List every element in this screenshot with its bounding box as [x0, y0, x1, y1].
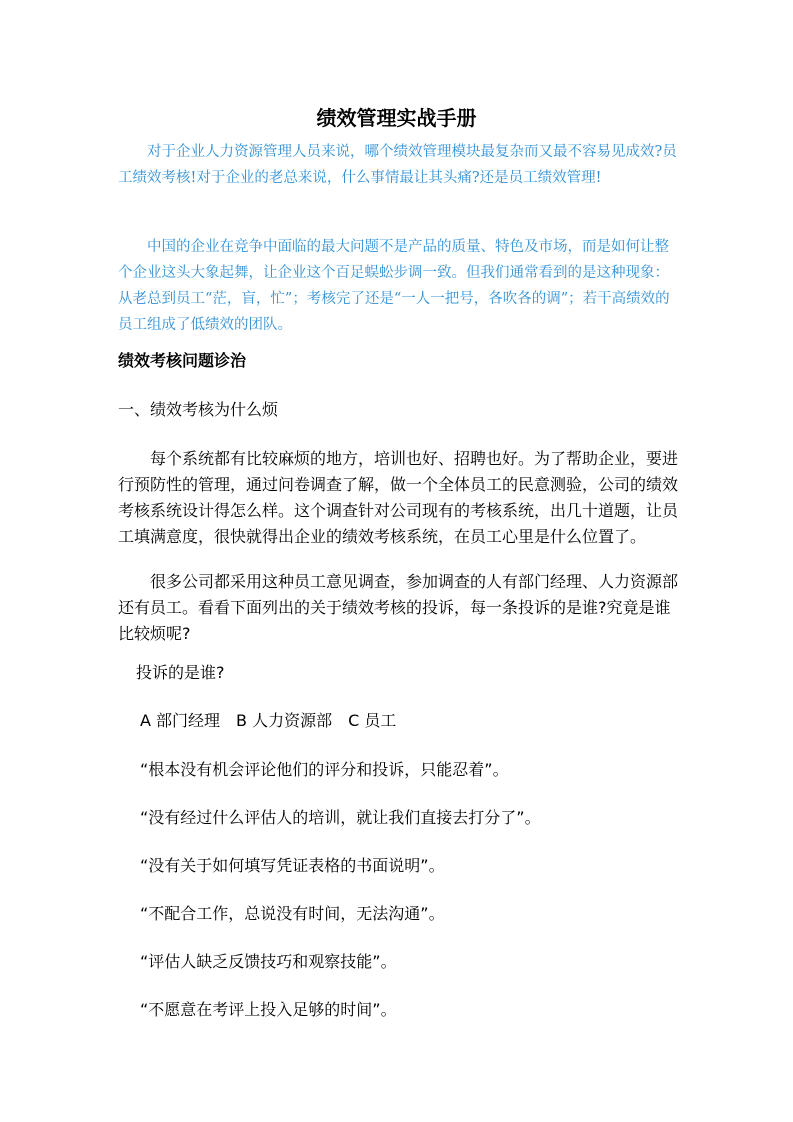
document-title: 绩效管理实战手册 — [316, 106, 477, 130]
complaint-item: “评估人缺乏反馈技巧和观察技能”。 — [140, 952, 397, 971]
section-heading: 绩效考核问题诊治 — [118, 351, 247, 370]
subsection-heading: 一、绩效考核为什么烦 — [118, 400, 279, 419]
question-line: 投诉的是谁? — [136, 663, 225, 682]
complaint-item: “根本没有机会评论他们的评分和投诉，只能忍着”。 — [140, 760, 509, 779]
body-paragraph-2: 很多公司都采用这种员工意见调查，参加调查的人有部门经理、人力资源部还有员工。看看下面列出的关于绩效考核的投诉，每一条投诉的是谁?究竟是谁比较烦呢? — [118, 572, 679, 643]
body-paragraph-1: 每个系统都有比较麻烦的地方，培训也好、招聘也好。为了帮助企业，要进行预防性的管理，通过问卷调查了解，做一个全体员工的民意测验，公司的绩效考核系统设计得怎么样。这个调查针对公司现有的考核系统，出几十道题，让员工填满意度，很快就得出企业的绩效考核系统，在员工心里是什么位置了。 — [118, 449, 679, 546]
intro-paragraph-2: 中国的企业在竞争中面临的最大问题不是产品的质量、特色及市场，而是如何让整个企业这头大象起舞，让企业这个百足蜈蚣步调一致。但我们通常看到的是这种现象：从老总到员工“茫，盲，忙”；考核完了还是“一人一把号，各吹各的调”；若干高绩效的员工组成了低绩效的团队。 — [118, 239, 670, 333]
complaint-item: “不配合工作，总说没有时间，无法沟通”。 — [140, 904, 445, 923]
complaint-item: “不愿意在考评上投入足够的时间”。 — [140, 1000, 397, 1019]
complaint-item: “没有关于如何填写凭证表格的书面说明”。 — [140, 856, 445, 875]
complaint-item: “没有经过什么评估人的培训，就让我们直接去打分了”。 — [140, 808, 541, 827]
answer-options: A 部门经理 B 人力资源部 C 员工 — [140, 711, 397, 730]
intro-paragraph-1: 对于企业人力资源管理人员来说，哪个绩效管理模块最复杂而又最不容易见成效?员工绩效考核!对于企业的老总来说，什么事情最让其头痛?还是员工绩效管理! — [118, 144, 677, 186]
